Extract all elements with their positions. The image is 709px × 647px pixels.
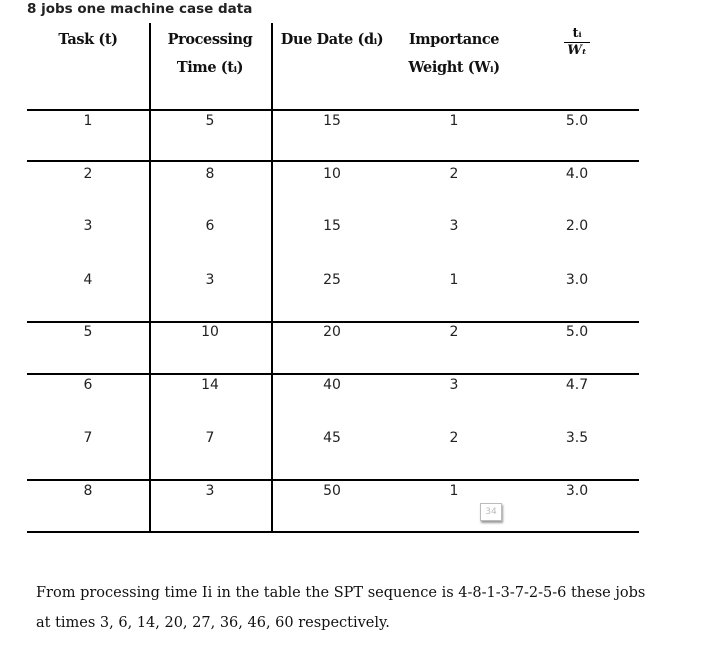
- row-divider: [27, 479, 639, 481]
- cell-ratio: 3.0: [565, 272, 589, 288]
- cell-ratio: 5.0: [565, 113, 589, 129]
- header-ratio: [515, 27, 639, 58]
- cell-ratio: 4.7: [565, 377, 589, 393]
- header-task-label: Task (t): [58, 31, 118, 48]
- cell-time: 3: [205, 272, 215, 288]
- header-importance-line1: Importance: [408, 31, 500, 48]
- header-processing-line2: Time (tᵢ): [176, 59, 244, 76]
- cell-weight: 1: [449, 113, 459, 129]
- cell-time: 14: [201, 377, 219, 393]
- cell-due: 25: [323, 272, 341, 288]
- cell-task: 7: [83, 430, 93, 446]
- table-bottom-border: [27, 531, 639, 533]
- cell-weight: 2: [449, 430, 459, 446]
- header-due-label: Due Date (dᵢ): [280, 31, 384, 48]
- cell-time: 8: [205, 166, 215, 182]
- cell-ratio: 2.0: [565, 218, 589, 234]
- cell-task: 5: [83, 324, 93, 340]
- cell-time: 6: [205, 218, 215, 234]
- body-paragraph-line1: From processing time Ii in the table the SPT sequence is 4-8-1-3-7-2-5-6 these jobs: [36, 585, 646, 601]
- cell-time: 5: [205, 113, 215, 129]
- header-importance-weight: [393, 26, 515, 82]
- cell-task: 6: [83, 377, 93, 393]
- header-processing-time: [149, 26, 271, 82]
- header-processing-line1: Processing: [167, 31, 253, 48]
- row-divider: [27, 109, 639, 111]
- row-divider: [27, 373, 639, 375]
- cell-due: 40: [323, 377, 341, 393]
- header-due-date: [271, 26, 393, 54]
- cell-task: 2: [83, 166, 93, 182]
- cell-ratio: 5.0: [565, 324, 589, 340]
- cell-ratio: 3.5: [565, 430, 589, 446]
- header-ratio-denominator: Wₜ: [567, 43, 587, 59]
- cell-due: 20: [323, 324, 341, 340]
- cell-due: 15: [323, 218, 341, 234]
- header-task: [27, 26, 149, 54]
- cell-due: 10: [323, 166, 341, 182]
- cell-task: 8: [83, 483, 93, 499]
- page-number-badge: 34: [480, 503, 502, 521]
- jobs-table: [27, 23, 639, 533]
- cell-due: 50: [323, 483, 341, 499]
- cell-due: 15: [323, 113, 341, 129]
- header-ratio-numerator: tᵢ: [572, 26, 582, 41]
- row-divider: [27, 321, 639, 323]
- table-caption: 8 jobs one machine case data: [27, 1, 253, 17]
- cell-time: 10: [201, 324, 219, 340]
- cell-task: 3: [83, 218, 93, 234]
- cell-ratio: 3.0: [565, 483, 589, 499]
- cell-due: 45: [323, 430, 341, 446]
- cell-weight: 1: [449, 272, 459, 288]
- cell-time: 3: [205, 483, 215, 499]
- cell-ratio: 4.0: [565, 166, 589, 182]
- cell-task: 1: [83, 113, 93, 129]
- cell-time: 7: [205, 430, 215, 446]
- cell-weight: 3: [449, 218, 459, 234]
- body-paragraph-line2: at times 3, 6, 14, 20, 27, 36, 46, 60 respectively.: [36, 615, 390, 631]
- row-divider: [27, 160, 639, 162]
- cell-task: 4: [83, 272, 93, 288]
- cell-weight: 2: [449, 166, 459, 182]
- cell-weight: 3: [449, 377, 459, 393]
- cell-weight: 2: [449, 324, 459, 340]
- cell-weight: 1: [449, 483, 459, 499]
- header-importance-line2: Weight (Wᵢ): [408, 59, 500, 76]
